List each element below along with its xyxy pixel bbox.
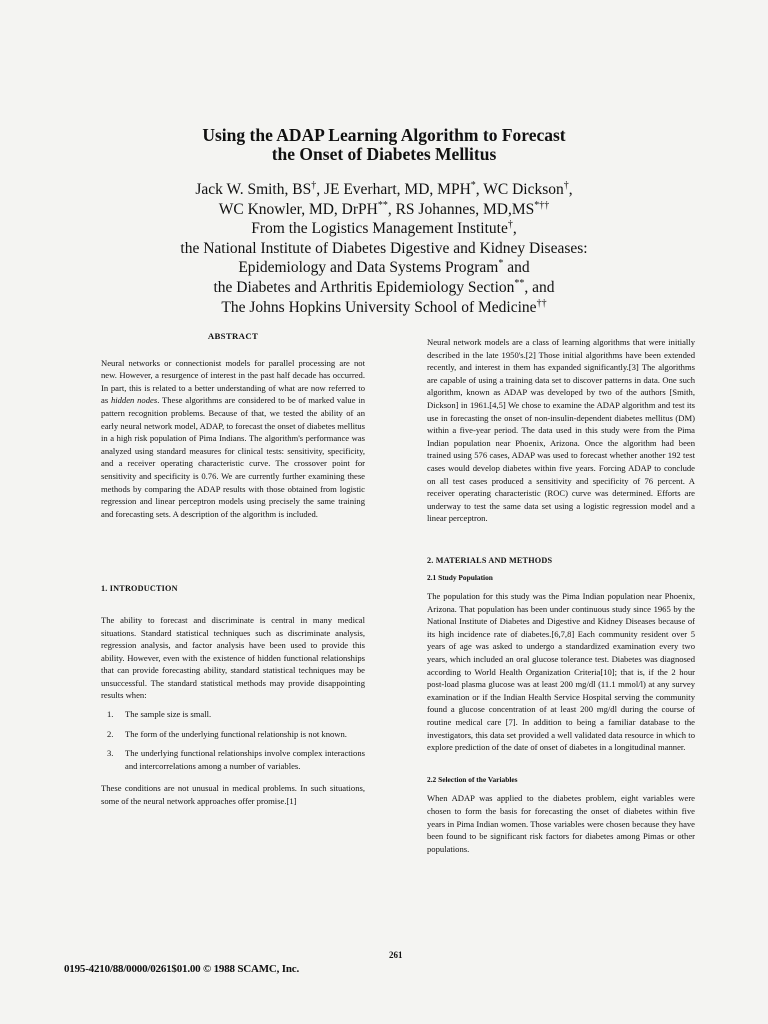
affiliation-text: , and <box>524 278 555 296</box>
affiliation-mark: ** <box>377 199 388 211</box>
title-line-2: the Onset of Diabetes Mellitus <box>271 144 497 164</box>
author-text: WC Knowler, MD, DrPH <box>218 200 378 218</box>
list-item <box>101 708 365 721</box>
author-block <box>0 180 768 317</box>
affiliation-text: and <box>503 259 530 277</box>
affiliation-line-2 <box>0 239 768 259</box>
intro-continuation-paragraph: Neural network models are a class of learning algorithms that were initially described in the late 1950's.[2] Those initial algorithms have been extended recently, and interest in them has expanded significantly.[3] The algorithms are capable of using a training data set to discover patterns in data. One such algorithm, known as ADAP was developed by two of the authors [Smith, Dickson] in 1961.[4,5] We chose to examine the ADAP algorithm and test its use in forecasting the onset of non-insulin-dependent diabetes mellitus (DM) within a five-year period. The data used in this study were from the Pima Indian population near Phoenix, Arizona. Once the algorithm had been trained using 576 cases, ADAP was used to forecast whether another 192 test cases would develop diabetes within five years. Forcing ADAP to conclude on all test cases produced a sensitivity and specificity of 76 percent. A receiver operating characteristic (ROC) curve was determined. Efforts are underway to test the same data set using a logistic regression model and a linear perceptron. <box>427 337 695 524</box>
author-text: , <box>568 181 573 198</box>
introduction-paragraph: The ability to forecast and discriminate is central in many medical situations. Standard statistical techniques such as discriminate analysis, regression analysis, and factor analysis have been used to provide this ability. However, even with the existence of hidden functional relationships that can provide forecasting ability, standard statistical techniques may be unsuccessful. The standard statistical methods may provide disappointing results when: <box>101 614 365 701</box>
affiliation-text: From the Logistics Management Institute <box>251 220 508 238</box>
introduction-paragraph-2: These conditions are not unusual in medical problems. In such situations, some of the neural network approaches offer promise.[1] <box>101 783 365 807</box>
methods-heading: 2. MATERIALS AND METHODS <box>427 555 553 565</box>
paper-title <box>0 126 768 164</box>
affiliation-mark: †† <box>536 297 547 309</box>
affiliation-text: , <box>512 220 517 238</box>
affiliation-mark: † <box>507 219 513 231</box>
author-text: Jack W. Smith, BS <box>195 181 312 198</box>
list-number: 1. <box>107 709 114 720</box>
abstract-text-part: . These algorithms are considered to be of marked value in pattern recognition problems. Because of that, we tested the ability of an early neural network model, ADAP, to forecast the onset of diabetes mellitus in a high risk population of Pima Indians. The algorithm's performance was analyzed using standard measures for clinical tests: sensitivity, specificity, and a receiver operating characteristic curve. The crossover point for sensitivity and specificity is 0.76. We are currently further examining these methods by comparing the ADAP results with those obtained from logistic regression and linear perceptron models using precisely the same training and forecasting sets. A description of the algorithm is included. <box>101 395 366 519</box>
affiliation-line-3 <box>0 258 768 278</box>
affiliation-mark: † <box>311 179 317 191</box>
affiliation-mark: * <box>470 179 476 191</box>
list-text: The underlying functional relationships involve complex interactions and intercorrelations among a number of variables. <box>125 748 365 771</box>
copyright-footer: 0195-4210/88/0000/0261$01.00 © 1988 SCAMC, Inc. <box>64 963 300 975</box>
introduction-heading: 1. INTRODUCTION <box>101 584 178 594</box>
study-population-heading: 2.1 Study Population <box>427 572 493 582</box>
affiliation-mark: ** <box>514 277 525 289</box>
author-text: , WC Dickson <box>475 181 564 198</box>
author-text: , JE Everhart, MD, MPH <box>316 181 471 198</box>
affiliation-text: the National Institute of Diabetes Digestive and Kidney Diseases: <box>180 239 588 257</box>
list-item <box>101 728 365 741</box>
list-item <box>101 747 365 772</box>
list-number: 3. <box>107 748 114 759</box>
affiliation-line-4 <box>0 278 768 298</box>
left-column <box>101 330 365 808</box>
author-text: , RS Johannes, MD,MS <box>387 200 535 218</box>
author-line-1 <box>0 180 768 200</box>
list-text: The sample size is small. <box>125 709 212 720</box>
affiliation-mark: * <box>498 258 504 270</box>
page-number: 261 <box>389 950 403 960</box>
abstract-heading: ABSTRACT <box>207 331 259 341</box>
affiliation-text: Epidemiology and Data Systems Program <box>238 259 499 277</box>
study-population-text: The population for this study was the Pima Indian population near Phoenix, Arizona. That population has been under continuous study since 1965 by the National Institute of Diabetes and Digestive and Kidney Diseases because of its high incidence rate of diabetes.[6,7,8] Each community resident over 5 years of age was asked to undergo a standardized examination every two years, which included an oral glucose tolerance test. Diabetes was diagnosed according to World Health Organization Criteria[10]; that is, if the 2 hour post-load plasma glucose was at least 200 mg/dl (11.1 mmol/l) at any survey examination or if the Indian Health Service Hospital serving the community found a glucose concentration of at least 200 mg/dl during the course of routine medical care [7]. In addition to being a familiar database to the investigators, this data set provided a well validated data resource in which to explore prediction of the date of onset of diabetes in a longitudinal manner. <box>427 591 695 753</box>
affiliation-mark: *†† <box>534 199 550 211</box>
affiliation-text: the Diabetes and Arthritis Epidemiology Section <box>213 278 515 296</box>
list-number: 2. <box>107 728 114 739</box>
affiliation-line-1 <box>0 219 768 239</box>
abstract-text <box>101 357 365 521</box>
variables-text: When ADAP was applied to the diabetes problem, eight variables were chosen to form the basis for forecasting the onset of diabetes within five years in Pima Indian women. Those variables were chosen because they have been found to be significant risk factors for diabetes among Pimas or other populations. <box>427 793 695 854</box>
affiliation-mark: † <box>563 179 569 191</box>
title-line-1: Using the ADAP Learning Algorithm to Forecast <box>202 125 566 145</box>
right-column <box>427 336 695 855</box>
affiliation-line-5 <box>0 298 768 318</box>
author-line-2 <box>0 200 768 220</box>
affiliation-text: The Johns Hopkins University School of Medicine <box>221 298 537 316</box>
conditions-list <box>101 708 365 772</box>
variables-heading: 2.2 Selection of the Variables <box>427 774 518 784</box>
list-text: The form of the underlying functional relationship is not known. <box>125 728 347 739</box>
abstract-emphasis: hidden nodes <box>110 395 158 406</box>
abstract-text-part: Neural networks or connectionist models for parallel processing are not new. However, a resurgence of interest in the past half decade has occurred. In part, this is related to a better understanding of what are now referred to as <box>101 357 365 406</box>
